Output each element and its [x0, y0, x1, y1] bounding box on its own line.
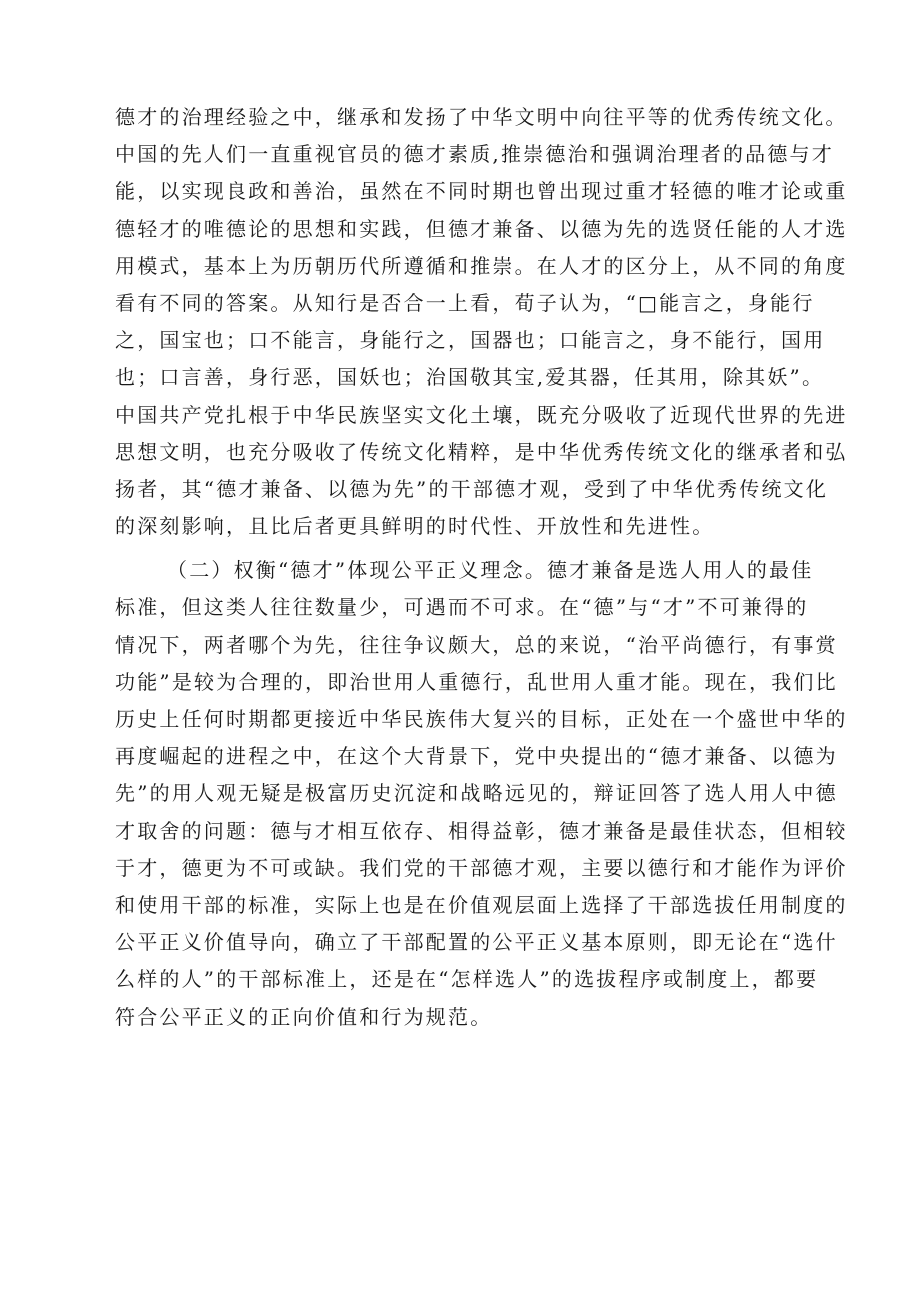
document-body	[115, 99, 848, 1036]
text-line: 看有不同的答案。从知行是否合一上看，荀子认为，“□能言之，身能行	[115, 290, 815, 315]
text-line: 标准，但这类人往往数量少，可遇而不可求。在“德”与“才”不可兼得的	[115, 595, 809, 620]
text-line: 中国的先人们一直重视官员的德才素质,推崇德治和强调治理者的品德与才	[115, 142, 834, 167]
text-line: 用模式，基本上为历朝历代所遵循和推崇。在人才的区分上，从不同的角度	[115, 253, 848, 278]
text-line: 德才的治理经验之中，继承和发扬了中华文明中向往平等的优秀传统文化。	[115, 105, 848, 129]
text-line: 情况下，两者哪个为先，往往争议颇大，总的来说，“治平尚德行，有事赏	[115, 632, 838, 657]
paragraph-spacer	[115, 545, 815, 552]
text-line: 才取舍的问题：德与才相互依存、相得益彰，德才兼备是最佳状态，但相较	[115, 818, 848, 843]
text-line: 思想文明，也充分吸收了传统文化精粹，是中华优秀传统文化的继承者和弘	[115, 439, 848, 464]
text-line: 么样的人”的干部标准上，还是在“怎样选人”的选拔程序或制度上，都要	[115, 967, 819, 992]
paragraph-2	[115, 552, 848, 1035]
text-line: 于才，德更为不可或缺。我们党的干部德才观，主要以德行和才能作为评价	[115, 855, 848, 880]
text-line: 扬者，其“德才兼备、以德为先”的干部德才观，受到了中华优秀传统文化	[115, 476, 829, 501]
text-line: 德轻才的唯德论的思想和实践，但德才兼备、以德为先的选贤任能的人才选	[115, 216, 848, 241]
text-line: 功能”是较为合理的，即治世用人重德行，乱世用人重才能。现在，我们比	[115, 669, 838, 694]
text-line: （二）权衡“德才”体现公平正义理念。德才兼备是选人用人的最佳	[167, 558, 814, 583]
text-line: 历史上任何时期都更接近中华民族伟大复兴的目标，正处在一个盛世中华的	[115, 707, 848, 731]
text-line: 能，以实现良政和善治，虽然在不同时期也曾出现过重才轻德的唯才论或重	[115, 179, 848, 204]
text-line: 也；口言善，身行恶，国妖也；治国敬其宝,爱其器，任其用，除其妖”。	[115, 365, 825, 390]
text-line: 符合公平正义的正向价值和行为规范。	[115, 1004, 493, 1029]
text-line: 先”的用人观无疑是极富历史沉淀和战略远见的，辩证回答了选人用人中德	[115, 781, 838, 806]
text-line: 公平正义价值导向，确立了干部配置的公平正义基本原则，即无论在“选什	[115, 930, 838, 955]
text-line: 和使用干部的标准，实际上也是在价值观层面上选择了干部选拔任用制度的	[115, 892, 848, 917]
text-line: 中国共产党扎根于中华民族坚实文化土壤，既充分吸收了近现代世界的先进	[115, 402, 848, 427]
paragraph-1	[115, 99, 848, 545]
text-line: 再度崛起的进程之中，在这个大背景下，党中央提出的“德才兼备、以德为	[115, 744, 838, 769]
text-line: 之，国宝也；口不能言，身能行之，国器也；口能言之，身不能行，国用	[115, 328, 826, 353]
text-line: 的深刻影响，且比后者更具鲜明的时代性、开放性和先进性。	[115, 514, 715, 539]
